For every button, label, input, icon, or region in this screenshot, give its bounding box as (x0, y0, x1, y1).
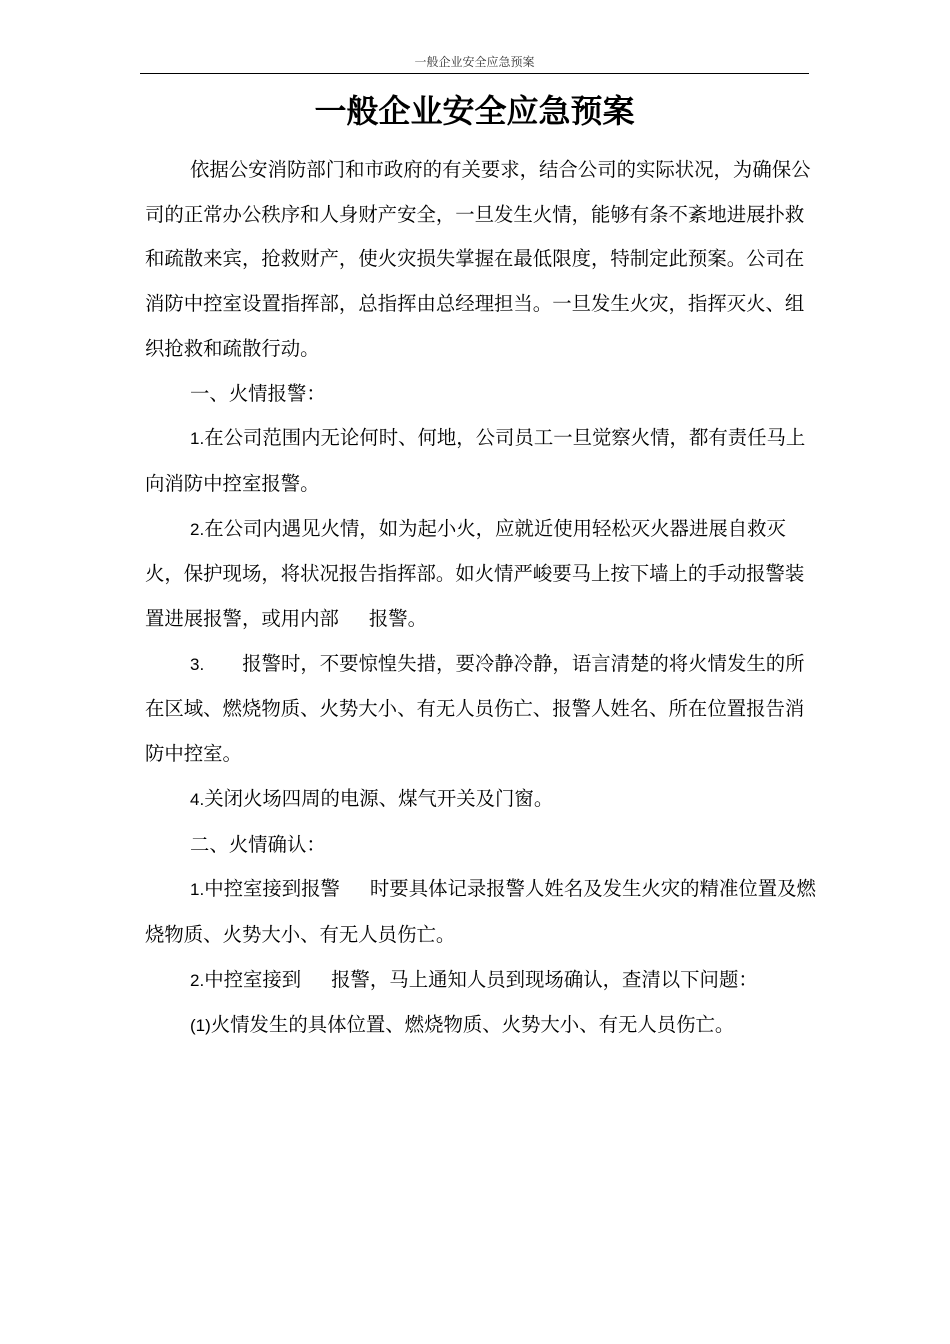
item-text: 中控室接到 (204, 967, 302, 991)
item-text: 在公司范围内无论何时、何地，公司员工一旦觉察火情，都有责任马上向消防中控室报警。 (145, 426, 806, 495)
section-1-item-3 (145, 642, 817, 777)
intro-paragraph: 依据公安消防部门和市政府的有关要求，结合公司的实际状况，为确保公司的正常办公秩序和人身财产安全，一旦发生火情，能够有条不紊地进展扑救和疏散来宾，抢救财产，使火灾损失掌握在最低限度，特制定此预案。公司在消防中控室设置指挥部，总指挥由总经理担当。一旦发生火灾，指挥灭火、组织抢救和疏散行动。 (145, 158, 811, 360)
item-text-continued: 时要具体记录报警人姓名及发生火灾的精准位置及燃烧物质、火势大小、有无人员伤亡。 (145, 877, 816, 946)
item-text: 关闭火场四周的电源、煤气开关及门窗。 (204, 786, 554, 810)
section-1-heading: 一、火情报警： (190, 381, 326, 405)
item-text: 报警时，不要惊惶失措，要冷静冷静，语言清楚的将火情发生的所在区域、燃烧物质、火势大小、有无人员伤亡、报警人姓名、所在位置报告消防中控室。 (145, 651, 805, 766)
section-2-sub-item-1 (145, 1003, 817, 1049)
section-2-item-2 (145, 958, 817, 1004)
running-title: 一般企业安全应急预案 (414, 55, 535, 69)
item-number: 4. (190, 789, 205, 809)
item-text: 中控室接到报警 (204, 877, 340, 901)
section-2-item-1 (145, 867, 817, 957)
section-1-item-2 (145, 507, 817, 642)
section-1-item-1 (145, 416, 817, 506)
item-text: 火情发生的具体位置、燃烧物质、火势大小、有无人员伤亡。 (210, 1013, 735, 1037)
document-title: 一般企业安全应急预案 (314, 92, 635, 130)
item-text-continued: 报警，马上通知人员到现场确认，查清以下问题： (331, 967, 758, 991)
document-body (145, 148, 817, 1049)
item-text-continued: 报警。 (368, 607, 428, 631)
item-text: 在公司内遇见火情，如为起小火，应就近使用轻松灭火器进展自救灭火，保护现场，将状况报告指挥部。如火情严峻要马上按下墙上的手动报警装置进展报警，或用内部 (145, 516, 805, 631)
item-number: 1. (190, 429, 205, 449)
section-1-item-4 (145, 777, 817, 823)
item-number: 3. (190, 654, 205, 674)
section-2-heading: 二、火情确认： (190, 832, 326, 856)
item-number: 2. (190, 970, 205, 990)
page-header (140, 55, 809, 74)
item-number: 2. (190, 519, 205, 539)
item-number: (1) (190, 1016, 211, 1036)
item-number: 1. (190, 880, 205, 900)
